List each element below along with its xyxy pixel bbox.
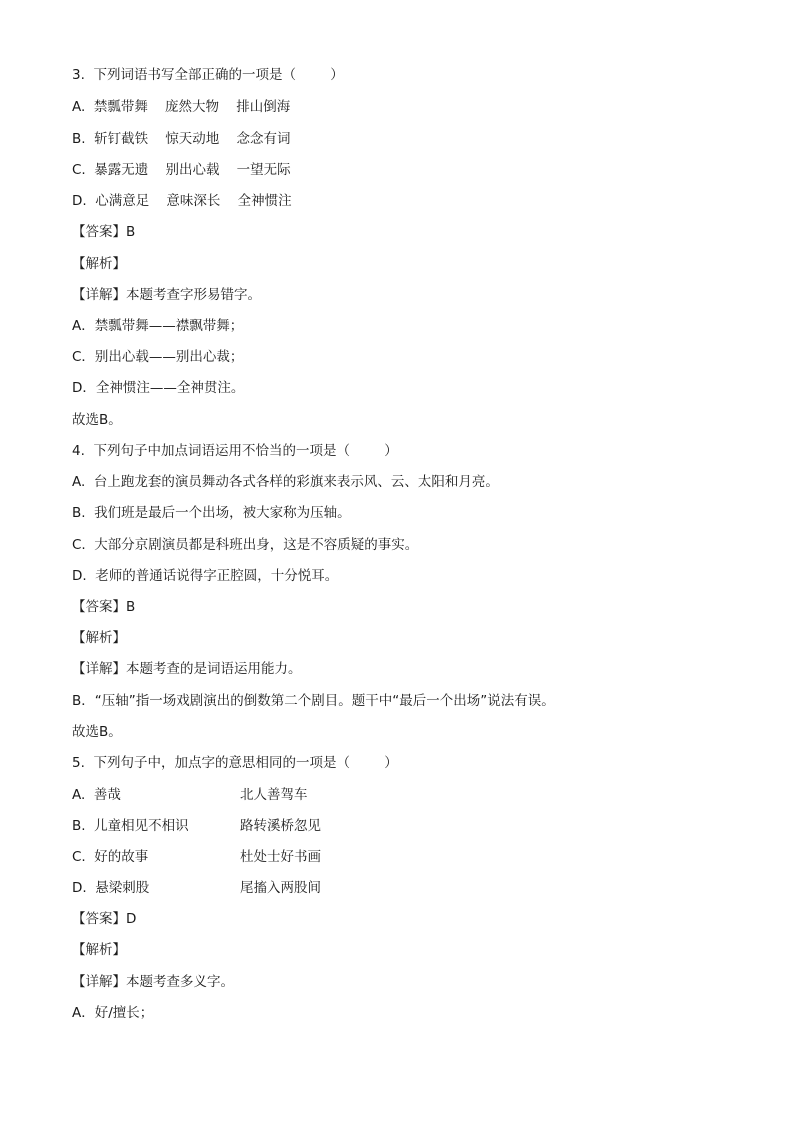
question-5-option-d-right: 尾搐入两股间 [240,880,321,896]
question-3-conclusion: 故选B。 [72,412,122,428]
question-3-option-a: A. 禁瓢带舞 庞然大物 排山倒海 [72,99,291,115]
question-5-option-a-right: 北人善驾车 [240,787,308,803]
question-5-answer: 【答案】D [72,911,137,927]
question-5-option-a-left: A. 善哉 [72,787,121,803]
question-5-option-b-left: B. 儿童相见不相识 [72,818,189,834]
question-3-note-a: A．禁瓢带舞——襟飘带舞； [72,318,244,334]
question-4-option-b: B. 我们班是最后一个出场，被大家称为压轴。 [72,505,351,521]
question-3-detail: 【详解】本题考查字形易错字。 [72,287,261,303]
question-4-analysis-tag: 【解析】 [72,630,126,646]
question-4-answer: 【答案】B [72,599,136,615]
question-5-detail: 【详解】本题考查多义字。 [72,974,234,990]
question-4-conclusion: 故选B。 [72,724,122,740]
question-4-stem: 4. 下列句子中加点词语运用不恰当的一项是（ ） [72,443,398,459]
question-5-option-c-left: C. 好的故事 [72,849,149,865]
question-4-detail: 【详解】本题考查的是词语运用能力。 [72,661,302,677]
question-5-analysis-tag: 【解析】 [72,942,126,958]
question-5-option-c-right: 杜处士好书画 [240,849,321,865]
question-3-answer: 【答案】B [72,224,136,240]
question-4-option-d: D. 老师的普通话说得字正腔圆，十分悦耳。 [72,568,339,584]
question-5-option-d-left: D. 悬梁刺股 [72,880,150,896]
question-3-stem: 3. 下列词语书写全部正确的一项是（ ） [72,67,344,83]
question-4-option-c: C. 大部分京剧演员都是科班出身，这是不容质疑的事实。 [72,537,419,553]
question-4-option-a: A. 台上跑龙套的演员舞动各式各样的彩旗来表示风、云、太阳和月亮。 [72,474,499,490]
question-3-option-b: B. 斩钉截铁 惊天动地 念念有词 [72,131,291,147]
question-4-note-b: B．“压轴”指一场戏剧演出的倒数第二个剧目。题干中“最后一个出场”说法有误。 [72,693,555,709]
question-3-note-c: C．别出心载——别出心裁； [72,349,244,365]
question-3-option-c: C. 暴露无遗 别出心载 一望无际 [72,162,291,178]
question-3-note-d: D．全神惯注——全神贯注。 [72,380,245,396]
question-5-stem: 5. 下列句子中，加点字的意思相同的一项是（ ） [72,755,398,771]
question-3-option-d: D. 心满意足 意味深长 全神惯注 [72,193,292,209]
question-3-analysis-tag: 【解析】 [72,256,126,272]
question-5-note-a: A．好/擅长； [72,1005,154,1021]
question-5-option-b-right: 路转溪桥忽见 [240,818,321,834]
